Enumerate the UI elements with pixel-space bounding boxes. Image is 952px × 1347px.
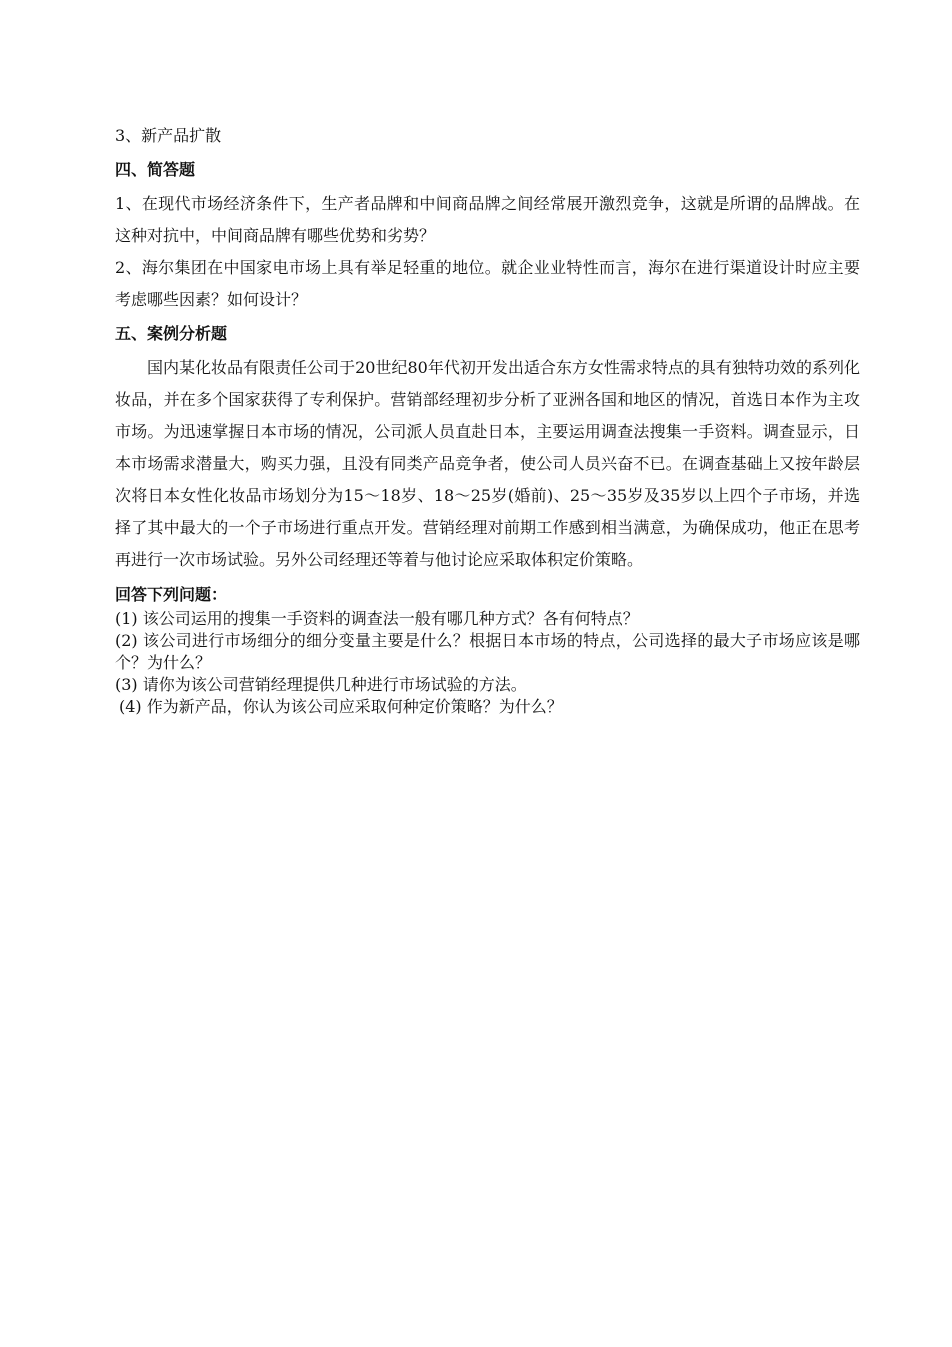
case-paragraph: 国内某化妆品有限责任公司于20世纪80年代初开发出适合东方女性需求特点的具有独特功效的系列化妆品，并在多个国家获得了专利保护。营销部经理初步分析了亚洲各国和地区的情况，首选日本作为主攻市场。为迅速掌握日本市场的情况，公司派人员直赴日本，主要运用调查法搜集一手资料。调查显示，日本市场需求潜量大，购买力强，且没有同类产品竞争者，使公司人员兴奋不已。在调查基础上又按年龄层次将日本女性化妆品市场划分为15～18岁、18～25岁(婚前)、25～35岁及35岁以上四个子市场，并选择了其中最大的一个子市场进行重点开发。营销经理对前期工作感到相当满意，为确保成功，他正在思考再进行一次市场试验。另外公司经理还等着与他讨论应采取体积定价策略。 (115, 358, 860, 569)
question-2: 2、海尔集团在中国家电市场上具有举足轻重的地位。就企业业特性而言，海尔在进行渠道设计时应主要考虑哪些因素？如何设计？ (115, 258, 860, 309)
section-heading-short-answer: 四、简答题 (115, 160, 196, 179)
list-item-new-product-diffusion: 3、新产品扩散 (115, 126, 222, 145)
document-content (115, 120, 860, 718)
sub-question-2: (2) 该公司进行市场细分的细分变量主要是什么？根据日本市场的特点，公司选择的最大子市场应该是哪个？为什么？ (115, 631, 860, 672)
sub-question-3: (3) 请你为该公司营销经理提供几种进行市场试验的方法。 (115, 675, 527, 694)
sub-question-4: (4) 作为新产品，你认为该公司应采取何种定价策略？为什么？ (119, 697, 563, 716)
sub-question-1: (1) 该公司运用的搜集一手资料的调查法一般有哪几种方式？各有何特点？ (115, 609, 639, 628)
answer-questions-block (115, 582, 860, 718)
answer-heading: 回答下列问题： (115, 585, 228, 604)
section-heading-case-analysis: 五、案例分析题 (115, 324, 228, 343)
question-1: 1、在现代市场经济条件下，生产者品牌和中间商品牌之间经常展开激烈竞争，这就是所谓的品牌战。在这种对抗中，中间商品牌有哪些优势和劣势？ (115, 194, 860, 245)
